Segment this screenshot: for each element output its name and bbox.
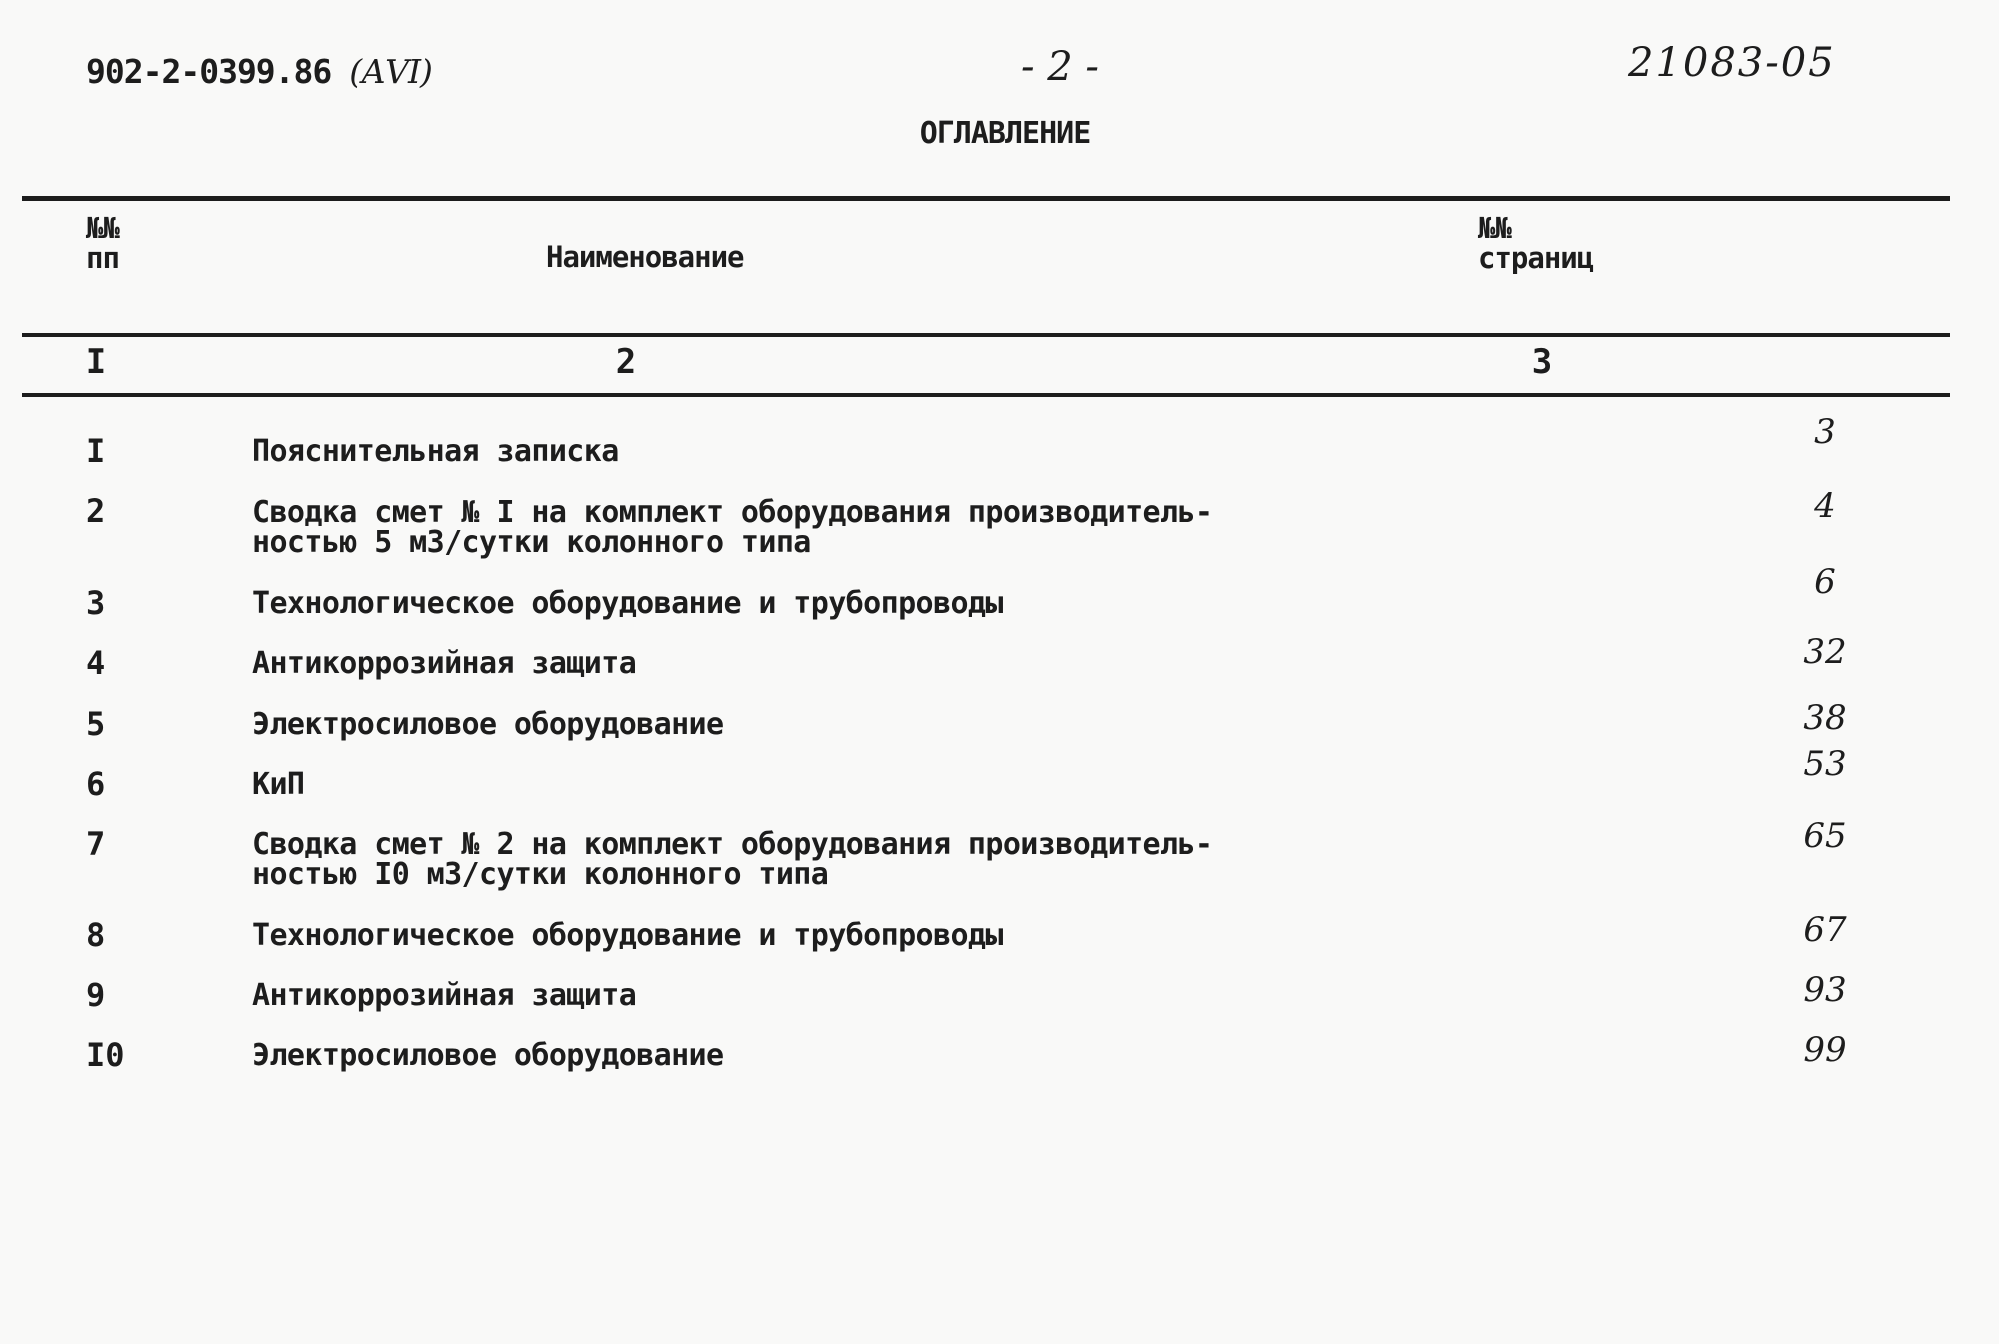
row-number: 7	[86, 825, 106, 863]
row-page: 93	[1803, 970, 1847, 1010]
column-number-1: I	[85, 342, 107, 382]
row-number: 8	[86, 916, 106, 954]
row-name: КиП	[252, 767, 305, 802]
row-number: I0	[86, 1036, 125, 1074]
row-page: 32	[1803, 632, 1847, 672]
column-numbers-rule	[22, 393, 1950, 397]
row-name: Электросиловое оборудование	[252, 1038, 724, 1073]
page-number: - 2 -	[1021, 44, 1099, 90]
row-page: 99	[1803, 1030, 1847, 1070]
row-page: 6	[1814, 562, 1836, 602]
row-number: 9	[86, 976, 106, 1014]
table-top-rule	[22, 196, 1950, 201]
archive-number: 21083-05	[1628, 40, 1836, 86]
doc-code	[86, 52, 432, 91]
row-page: 53	[1803, 744, 1847, 784]
row-name: Сводка смет № I на комплект оборудования производитель- ностью 5 м3/сутки колонного типа	[252, 495, 1213, 560]
row-page: 3	[1814, 412, 1836, 452]
column-header-number: №№ пп	[86, 211, 119, 275]
page-title: ОГЛАВЛЕНИЕ	[919, 116, 1091, 151]
column-header-pages: №№ страниц	[1478, 211, 1594, 275]
row-name: Технологическое оборудование и трубопроводы	[252, 918, 1003, 953]
row-number: I	[86, 432, 106, 470]
row-number: 2	[86, 492, 106, 530]
doc-code-handwritten-note: (АVI)	[349, 52, 432, 91]
row-name: Антикоррозийная защита	[252, 646, 637, 681]
row-number: 6	[86, 765, 106, 803]
row-page: 38	[1803, 698, 1847, 738]
header-bottom-rule	[22, 333, 1950, 337]
column-header-name: Наименование	[546, 240, 744, 274]
row-name: Технологическое оборудование и трубопроводы	[252, 586, 1003, 621]
row-name: Сводка смет № 2 на комплект оборудования производитель- ностью I0 м3/сутки колонного типа	[252, 827, 1213, 892]
row-name: Антикоррозийная защита	[252, 978, 637, 1013]
doc-code-number: 902-2-0399.86	[86, 52, 332, 91]
row-number: 4	[86, 644, 106, 682]
row-name: Электросиловое оборудование	[252, 707, 724, 742]
row-page: 67	[1803, 910, 1847, 950]
row-number: 3	[86, 584, 106, 622]
row-number: 5	[86, 705, 106, 743]
row-page: 4	[1814, 486, 1836, 526]
column-number-2: 2	[615, 342, 637, 382]
column-number-3: 3	[1531, 342, 1553, 382]
row-name: Пояснительная записка	[252, 434, 619, 469]
row-page: 65	[1803, 816, 1847, 856]
